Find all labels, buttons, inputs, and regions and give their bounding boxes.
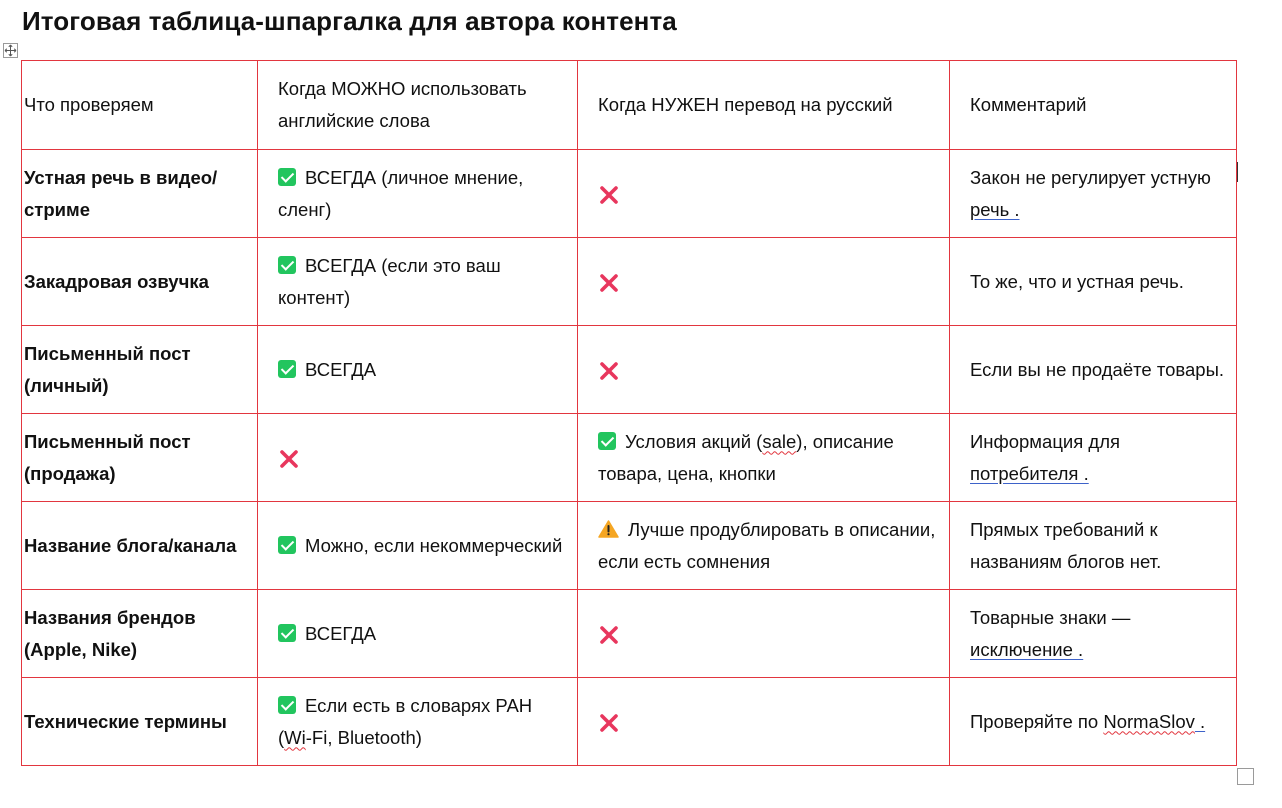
text-cursor <box>1237 162 1238 182</box>
check-icon <box>278 360 296 378</box>
cheat-sheet-table <box>21 60 1237 766</box>
allowed-cell <box>258 502 578 590</box>
cell-text: -Fi, Bluetooth) <box>305 726 422 748</box>
comment-text: То же, что и устная речь. <box>970 270 1184 292</box>
translation-cell <box>578 502 950 590</box>
table-move-handle[interactable] <box>3 43 18 58</box>
comment-cell <box>950 414 1237 502</box>
warning-icon <box>598 520 619 538</box>
allowed-cell <box>258 414 578 502</box>
comment-text: Товарные знаки — <box>970 606 1131 628</box>
comment-text: Информация для <box>970 430 1121 452</box>
table-row <box>22 150 1237 238</box>
comment-link[interactable]: речь . <box>970 198 1020 220</box>
cell-text: Можно, если некоммерческий <box>305 534 563 556</box>
row-label-cell <box>22 414 258 502</box>
translation-cell <box>578 414 950 502</box>
cross-icon <box>598 712 620 734</box>
check-icon <box>278 624 296 642</box>
comment-text: Проверяйте по <box>970 710 1104 732</box>
cross-icon <box>278 448 300 470</box>
cell-text: ВСЕГДА (личное мнение, сленг) <box>278 166 524 220</box>
allowed-cell <box>258 150 578 238</box>
comment-cell <box>950 150 1237 238</box>
page-title: Итоговая таблица-шпаргалка для автора контента <box>22 6 677 36</box>
table-row <box>22 414 1237 502</box>
cross-icon <box>598 624 620 646</box>
cell-text: Лучше продублировать в описании, если есть сомнения <box>598 518 936 572</box>
comment-cell <box>950 238 1237 326</box>
row-label-cell <box>22 678 258 766</box>
comment-link[interactable]: исключение . <box>970 638 1084 660</box>
cell-text: Условия акций ( <box>625 430 763 452</box>
translation-cell <box>578 150 950 238</box>
comment-link[interactable]: . <box>1194 710 1206 732</box>
comment-cell <box>950 502 1237 590</box>
row-label-cell <box>22 502 258 590</box>
header-cell: Комментарий <box>950 61 1237 150</box>
allowed-cell <box>258 590 578 678</box>
row-label: Закадровая озвучка <box>24 270 209 292</box>
check-icon <box>278 256 296 274</box>
comment-cell <box>950 678 1237 766</box>
header-cell: Когда МОЖНО использовать английские слова <box>258 61 578 150</box>
spellcheck-word: Wi <box>284 726 306 748</box>
translation-cell <box>578 678 950 766</box>
table-row <box>22 678 1237 766</box>
translation-cell <box>578 326 950 414</box>
row-label-cell <box>22 238 258 326</box>
row-label: Письменный пост (продажа) <box>24 430 191 484</box>
cross-icon <box>598 184 620 206</box>
spellcheck-word: NormaSlov <box>1103 710 1195 732</box>
table-row <box>22 502 1237 590</box>
row-label: Устная речь в видео/стриме <box>24 166 218 220</box>
table-row <box>22 326 1237 414</box>
header-row <box>22 61 1237 150</box>
comment-cell <box>950 326 1237 414</box>
comment-link[interactable]: потребителя . <box>970 462 1089 484</box>
check-icon <box>278 536 296 554</box>
cell-text: ВСЕГДА (если это ваш контент) <box>278 254 501 308</box>
cell-text: ВСЕГДА <box>305 622 377 644</box>
cell-text: ВСЕГДА <box>305 358 377 380</box>
translation-cell <box>578 238 950 326</box>
row-label-cell <box>22 150 258 238</box>
translation-cell <box>578 590 950 678</box>
check-icon <box>278 696 296 714</box>
cell-text: Если есть в словарях РАН ( <box>278 694 533 748</box>
table-row <box>22 238 1237 326</box>
header-cell: Когда НУЖЕН перевод на русский <box>578 61 950 150</box>
allowed-cell <box>258 326 578 414</box>
allowed-cell <box>258 238 578 326</box>
row-label: Технические термины <box>24 710 227 732</box>
row-label-cell <box>22 590 258 678</box>
row-label: Название блога/канала <box>24 534 237 556</box>
comment-text: Прямых требований к названиям блогов нет. <box>970 518 1162 572</box>
row-label: Письменный пост (личный) <box>24 342 191 396</box>
cross-icon <box>598 360 620 382</box>
comment-cell <box>950 590 1237 678</box>
comment-text: Если вы не продаёте товары. <box>970 358 1225 380</box>
allowed-cell <box>258 678 578 766</box>
check-icon <box>598 432 616 450</box>
spellcheck-word: sale <box>762 430 797 452</box>
header-cell: Что проверяем <box>22 61 258 150</box>
cross-icon <box>598 272 620 294</box>
row-label-cell <box>22 326 258 414</box>
check-icon <box>278 168 296 186</box>
cell-text: ), описание товара, цена, кнопки <box>598 430 894 484</box>
table-resize-handle[interactable] <box>1237 768 1254 785</box>
row-label: Названия брендов (Apple, Nike) <box>24 606 196 660</box>
table-row <box>22 590 1237 678</box>
comment-text: Закон не регулирует устную <box>970 166 1211 188</box>
move-arrows-icon <box>4 44 17 57</box>
